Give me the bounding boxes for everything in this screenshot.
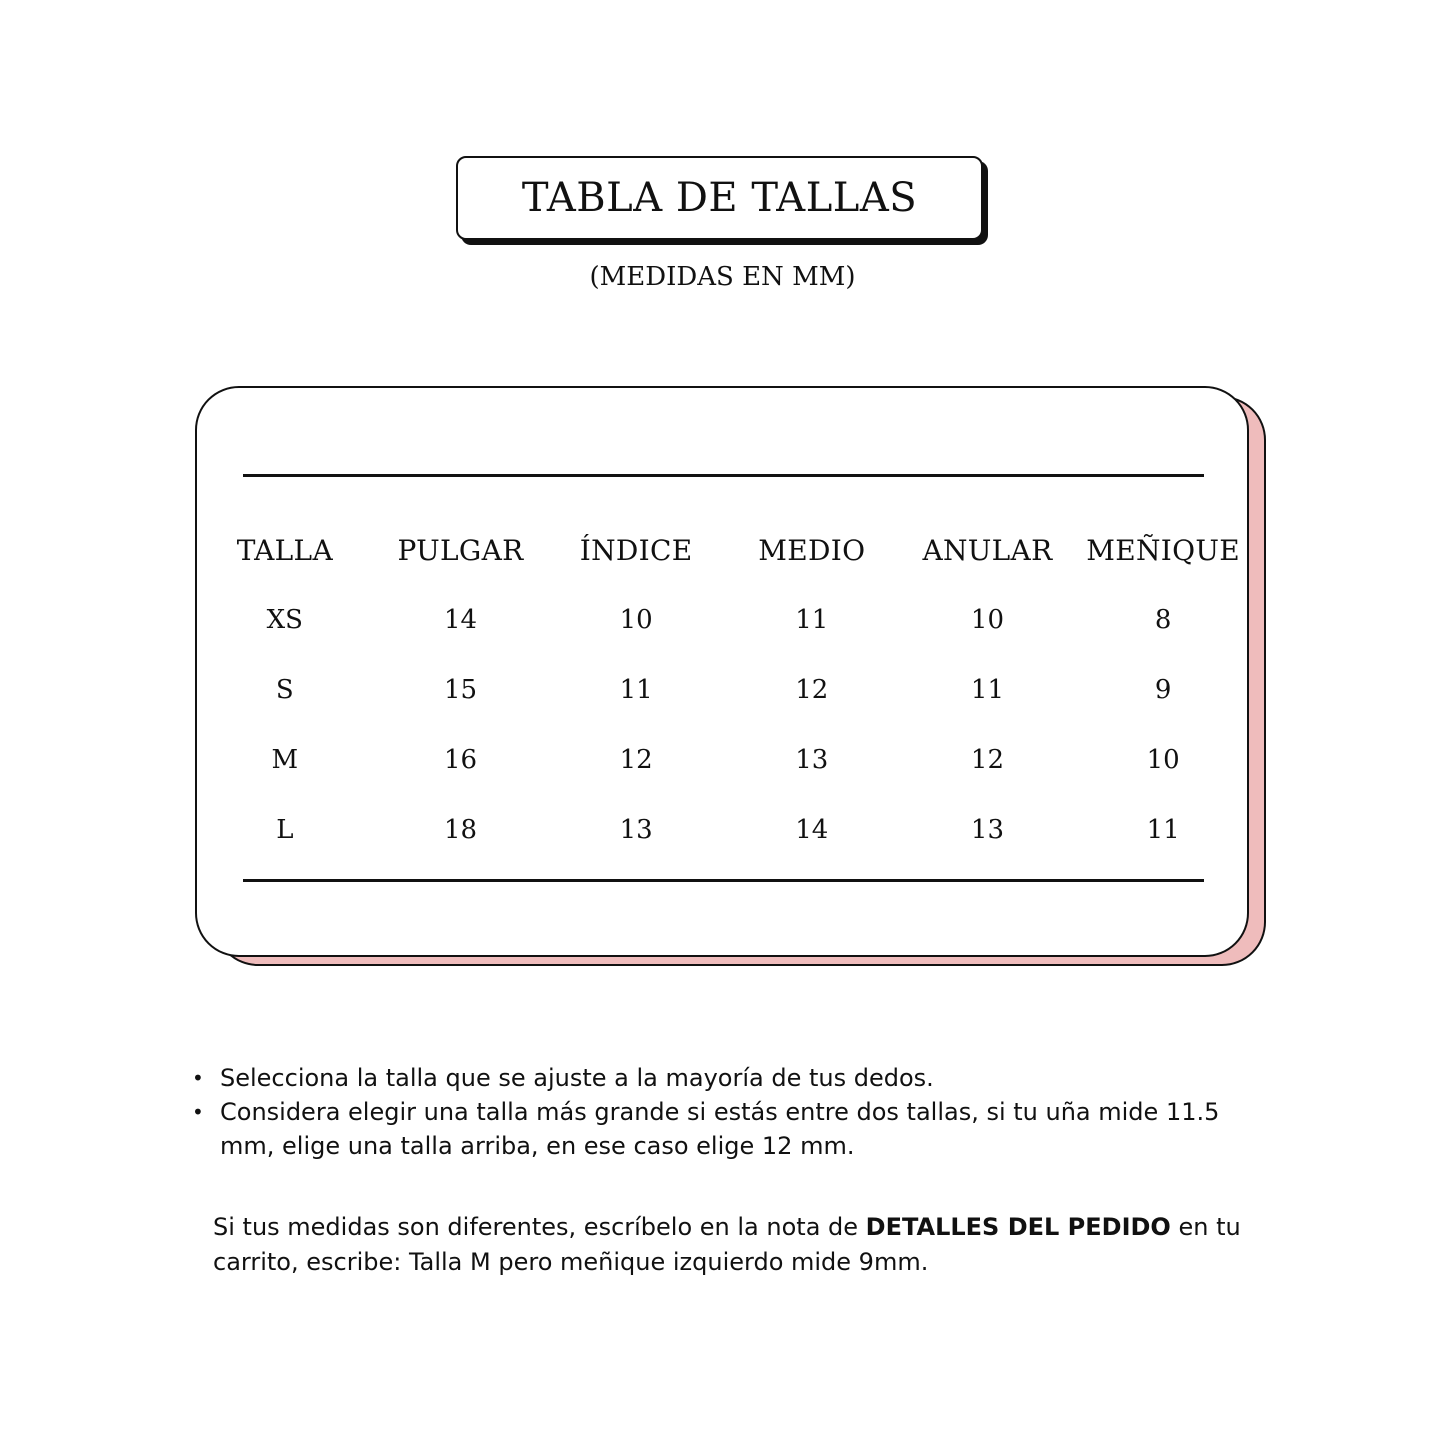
cell-menique: 8 xyxy=(1154,605,1172,635)
cell-indice: 11 xyxy=(619,675,653,705)
cell-size: XS xyxy=(266,605,303,635)
list-item xyxy=(192,1095,1272,1163)
table-row xyxy=(197,655,1251,725)
cell-anular: 13 xyxy=(970,815,1004,845)
size-table xyxy=(197,515,1251,865)
cell-medio: 12 xyxy=(795,675,829,705)
cell-size: L xyxy=(276,815,294,845)
cell-pulgar: 15 xyxy=(443,675,478,705)
cell-medio: 13 xyxy=(795,745,829,775)
cell-indice: 12 xyxy=(619,745,653,775)
table-row xyxy=(197,795,1251,865)
column-header-menique: MEÑIQUE xyxy=(1086,533,1241,567)
column-header-talla: TALLA xyxy=(236,533,333,567)
footer-text-before: Si tus medidas son diferentes, escríbelo en la nota de xyxy=(213,1213,866,1241)
cell-indice: 13 xyxy=(619,815,653,845)
cell-anular: 11 xyxy=(970,675,1004,705)
table-bottom-rule xyxy=(243,879,1204,882)
cell-indice: 10 xyxy=(619,605,653,635)
size-table-card xyxy=(195,386,1249,957)
column-header-pulgar: PULGAR xyxy=(397,533,524,567)
column-header-anular: ANULAR xyxy=(922,533,1053,567)
cell-anular: 10 xyxy=(970,605,1004,635)
column-header-indice: ÍNDICE xyxy=(579,533,693,567)
table-top-rule xyxy=(243,474,1204,477)
cell-size: S xyxy=(275,675,294,705)
table-row xyxy=(197,725,1251,795)
note-text: Considera elegir una talla más grande si estás entre dos tallas, si tu uña mide 11.5 mm, elige una talla arriba, en ese caso elige 12 mm. xyxy=(220,1098,1220,1160)
bullet-icon: • xyxy=(192,1066,204,1090)
table-header-row xyxy=(197,515,1251,585)
cell-medio: 14 xyxy=(795,815,829,845)
cell-pulgar: 18 xyxy=(443,815,478,845)
cell-menique: 10 xyxy=(1146,745,1180,775)
cell-medio: 11 xyxy=(795,605,829,635)
bullet-icon: • xyxy=(192,1100,204,1124)
column-header-medio: MEDIO xyxy=(758,533,866,567)
title-box xyxy=(456,156,983,240)
footer-note xyxy=(213,1210,1303,1280)
note-text: Selecciona la talla que se ajuste a la mayoría de tus dedos. xyxy=(220,1064,934,1092)
cell-anular: 12 xyxy=(970,745,1004,775)
cell-size: M xyxy=(271,745,299,775)
footer-text-after: en tu carrito, escribe: Talla M pero meñique izquierdo mide 9mm. xyxy=(213,1213,1241,1276)
cell-pulgar: 14 xyxy=(443,605,478,635)
page-title: TABLA DE TALLAS xyxy=(521,175,918,221)
notes-list xyxy=(192,1061,1272,1163)
page-subtitle: (MEDIDAS EN MM) xyxy=(589,262,856,292)
cell-menique: 11 xyxy=(1146,815,1180,845)
cell-pulgar: 16 xyxy=(443,745,478,775)
cell-menique: 9 xyxy=(1154,675,1172,705)
list-item xyxy=(192,1061,1272,1095)
table-row xyxy=(197,585,1251,655)
footer-highlight: DETALLES DEL PEDIDO xyxy=(865,1213,1171,1241)
